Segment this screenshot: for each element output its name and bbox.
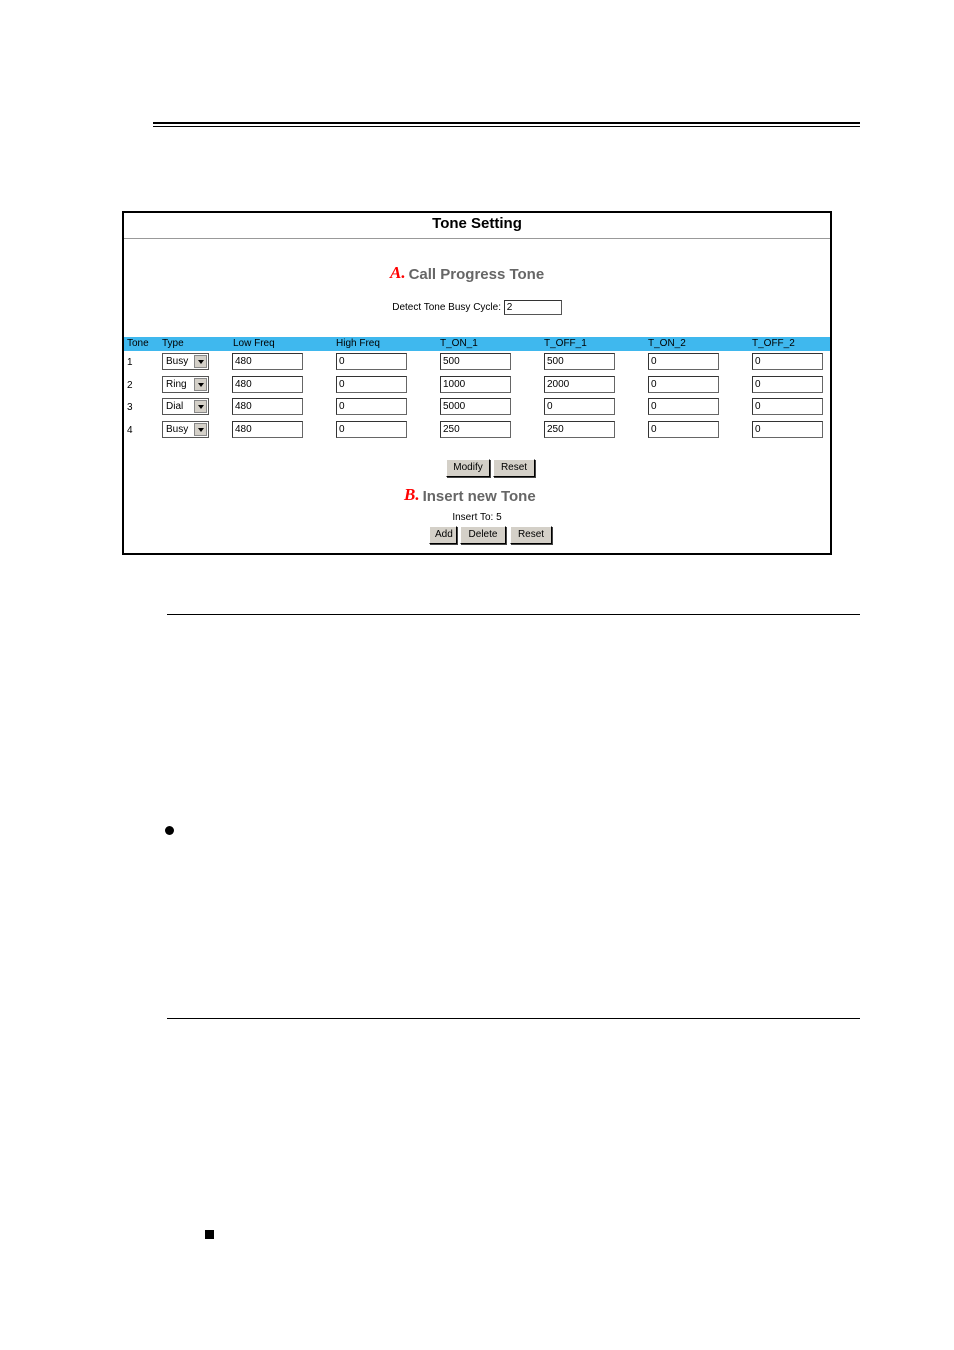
- tone-index: 3: [127, 402, 133, 413]
- section-b-heading: [404, 485, 536, 505]
- chevron-down-icon[interactable]: [194, 355, 207, 368]
- t-off-1-input[interactable]: [544, 398, 615, 415]
- type-select[interactable]: [162, 398, 209, 415]
- table-row: [124, 353, 830, 375]
- low-freq-input[interactable]: [232, 353, 303, 370]
- type-select[interactable]: [162, 353, 209, 370]
- type-value: Ring: [166, 379, 187, 390]
- low-freq-input[interactable]: [232, 421, 303, 438]
- t-off-1-input[interactable]: [544, 376, 615, 393]
- tone-index: 2: [127, 380, 133, 391]
- type-select[interactable]: [162, 376, 209, 393]
- table-row: [124, 421, 830, 443]
- high-freq-input[interactable]: [336, 376, 407, 393]
- bullet-dot-icon: [165, 826, 174, 835]
- chevron-down-icon[interactable]: [194, 378, 207, 391]
- panel-title: Tone Setting: [432, 215, 522, 232]
- modify-button[interactable]: Modify: [446, 459, 490, 477]
- section-a-title: Call Progress Tone: [408, 266, 545, 283]
- delete-button[interactable]: Delete: [460, 526, 506, 544]
- t-off-2-input[interactable]: [752, 421, 823, 438]
- t-off-2-input[interactable]: [752, 376, 823, 393]
- type-value: Busy: [166, 356, 189, 367]
- type-value: Busy: [166, 424, 189, 435]
- col-tone: Tone: [127, 338, 149, 349]
- section-rule: [167, 1018, 860, 1019]
- busy-cycle-input[interactable]: [504, 300, 562, 315]
- section-a-heading: [390, 263, 544, 283]
- t-on-2-input[interactable]: [648, 398, 719, 415]
- col-t-on-1: T_ON_1: [440, 338, 478, 349]
- tone-index: 4: [127, 425, 133, 436]
- reset-insert-button[interactable]: Reset: [510, 526, 552, 544]
- panel-title-divider: [124, 238, 830, 239]
- section-a-marker: A.: [390, 263, 406, 282]
- header-rule-thin: [153, 126, 860, 127]
- t-off-2-input[interactable]: [752, 398, 823, 415]
- t-on-1-input[interactable]: [440, 376, 511, 393]
- section-rule: [167, 614, 860, 615]
- insert-to-text: Insert To: 5: [452, 512, 502, 523]
- busy-cycle-row: [124, 300, 830, 315]
- section-b-title: Insert new Tone: [422, 488, 536, 505]
- t-on-2-input[interactable]: [648, 376, 719, 393]
- col-high-freq: High Freq: [336, 338, 380, 349]
- high-freq-input[interactable]: [336, 398, 407, 415]
- busy-cycle-label: Detect Tone Busy Cycle:: [392, 302, 501, 314]
- col-t-on-2: T_ON_2: [648, 338, 686, 349]
- add-button[interactable]: Add: [429, 526, 457, 544]
- col-t-off-2: T_OFF_2: [752, 338, 795, 349]
- tone-table-header: [124, 337, 830, 351]
- square-bullet-icon: [205, 1230, 214, 1239]
- chevron-down-icon[interactable]: [194, 423, 207, 436]
- low-freq-input[interactable]: [232, 398, 303, 415]
- low-freq-input[interactable]: [232, 376, 303, 393]
- t-on-2-input[interactable]: [648, 353, 719, 370]
- type-value: Dial: [166, 401, 184, 412]
- section-b-marker: B.: [404, 485, 420, 504]
- col-low-freq: Low Freq: [233, 338, 275, 349]
- high-freq-input[interactable]: [336, 421, 407, 438]
- high-freq-input[interactable]: [336, 353, 407, 370]
- t-on-1-input[interactable]: [440, 353, 511, 370]
- t-on-1-input[interactable]: [440, 421, 511, 438]
- table-row: [124, 398, 830, 420]
- t-on-2-input[interactable]: [648, 421, 719, 438]
- t-off-1-input[interactable]: [544, 421, 615, 438]
- chevron-down-icon[interactable]: [194, 400, 207, 413]
- t-on-1-input[interactable]: [440, 398, 511, 415]
- tone-index: 1: [127, 357, 133, 368]
- type-select[interactable]: [162, 421, 209, 438]
- tone-setting-panel: [122, 211, 832, 555]
- col-type: Type: [162, 338, 184, 349]
- t-off-2-input[interactable]: [752, 353, 823, 370]
- col-t-off-1: T_OFF_1: [544, 338, 587, 349]
- reset-button[interactable]: Reset: [493, 459, 535, 477]
- header-rule: [153, 122, 860, 124]
- t-off-1-input[interactable]: [544, 353, 615, 370]
- table-row: [124, 376, 830, 398]
